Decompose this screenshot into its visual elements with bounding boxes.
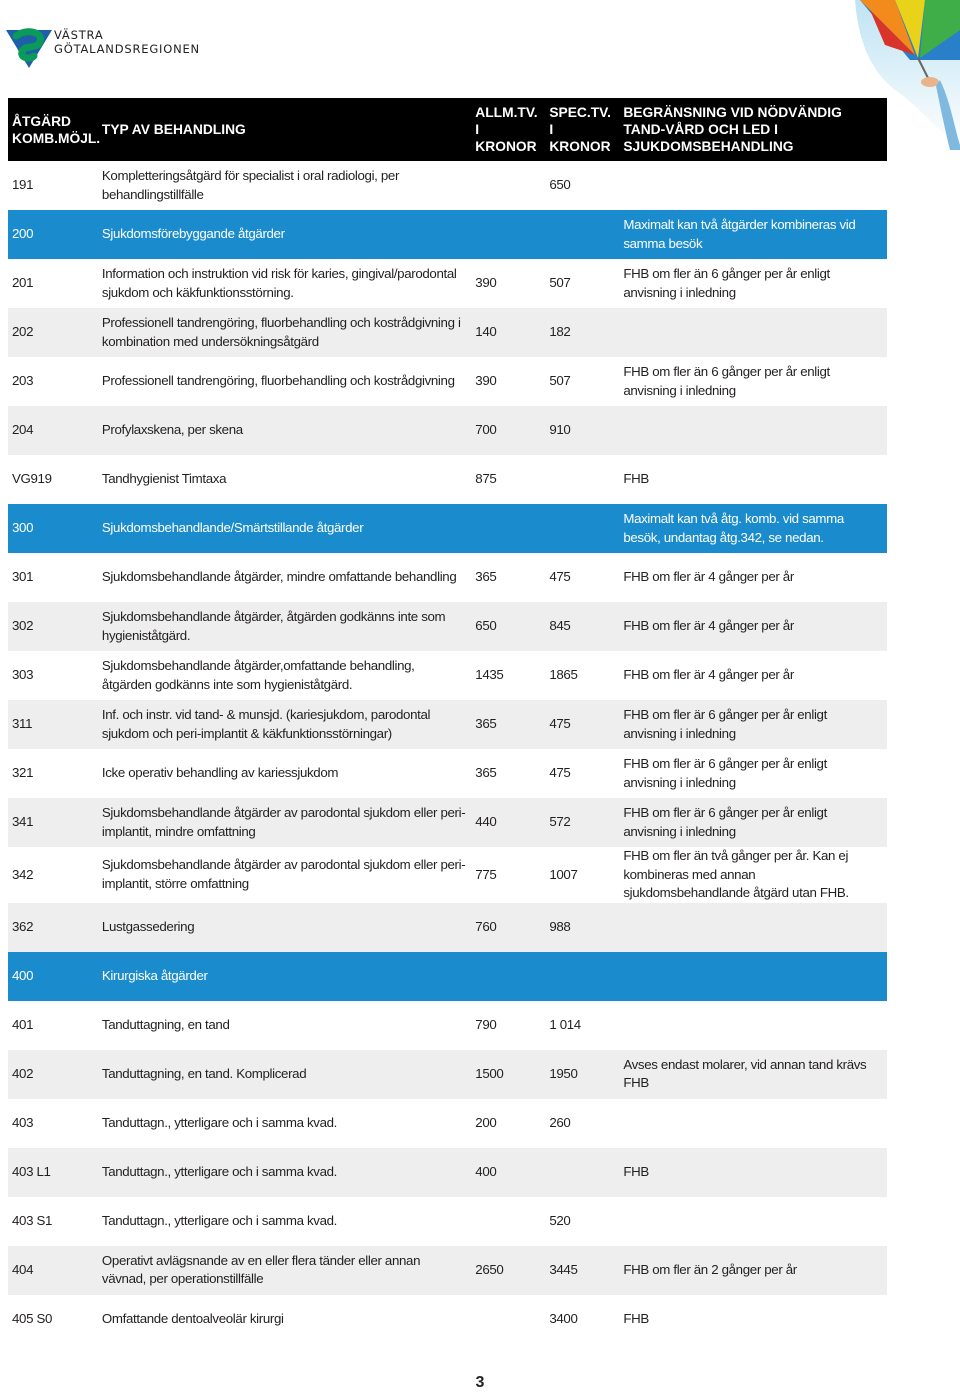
- row-desc: Tandhygienist Timtaxa: [101, 471, 227, 487]
- table-row: [8, 1197, 887, 1246]
- row-note: FHB: [623, 1310, 649, 1326]
- row-spec: 845: [545, 602, 619, 651]
- row-desc: Sjukdomsförebyggande åtgärder: [98, 210, 471, 259]
- row-spec: 475: [549, 569, 571, 585]
- table-row: [8, 1099, 887, 1148]
- row-code: 404: [8, 1246, 98, 1295]
- row-desc: Tanduttagn., ytterligare och i samma kvad.: [98, 1148, 471, 1197]
- logo-line-2: GÖTALANDSREGIONEN: [54, 42, 200, 56]
- row-desc: Sjukdomsbehandlande åtgärder, mindre omfattande behandling: [101, 569, 457, 585]
- table-row: [8, 700, 887, 749]
- row-note: [619, 903, 887, 952]
- header-limit: BEGRÄNSNING VID NÖDVÄNDIG TAND-VÅRD OCH LED I SJUKDOMSBEHANDLING: [619, 98, 887, 161]
- row-code: 403 S1: [12, 1212, 53, 1228]
- row-code: 300: [8, 504, 98, 553]
- row-spec: 475: [549, 765, 571, 781]
- row-spec: 910: [545, 406, 619, 455]
- row-spec: 1007: [549, 866, 578, 882]
- row-allm: [471, 161, 545, 210]
- row-desc: Sjukdomsbehandlande åtgärder av parodontal sjukdom eller peri-implantit, mindre omfattning: [98, 798, 471, 847]
- row-note: FHB om fler är 4 gånger per år: [623, 569, 794, 585]
- table-header-row: [8, 98, 887, 161]
- row-code: 191: [12, 177, 34, 193]
- row-allm: 200: [475, 1114, 497, 1130]
- row-note: FHB om fler är 6 gånger per år enligt anvisning i inledning: [619, 798, 887, 847]
- row-code: 311: [8, 700, 98, 749]
- table-row: [8, 259, 887, 308]
- row-allm: 440: [471, 798, 545, 847]
- row-code: 405 S0: [12, 1310, 53, 1326]
- row-allm: [471, 952, 545, 1001]
- row-code: 403 L1: [8, 1148, 98, 1197]
- row-desc: Sjukdomsbehandlande åtgärder,omfattande behandling, åtgärden godkänns inte som hygieniståtgärd.: [101, 658, 415, 692]
- row-code: 204: [8, 406, 98, 455]
- row-allm: 390: [475, 275, 497, 291]
- row-spec: [545, 210, 619, 259]
- row-allm: 1500: [471, 1050, 545, 1099]
- row-note: [619, 1197, 887, 1246]
- row-note: FHB: [623, 471, 649, 487]
- row-note: Avses endast molarer, vid annan tand krävs FHB: [619, 1050, 887, 1099]
- row-desc: Tanduttagn., ytterligare och i samma kvad.: [101, 1212, 338, 1228]
- row-spec: 520: [549, 1212, 571, 1228]
- row-allm: [471, 1197, 545, 1246]
- row-code: 302: [8, 602, 98, 651]
- row-allm: 365: [471, 700, 545, 749]
- table-row: [8, 308, 887, 357]
- row-note: FHB om fler än två gånger per år. Kan ej kombineras med annan sjukdomsbehandlande åtgärd utan FHB.: [623, 848, 849, 900]
- row-code: 403: [12, 1114, 34, 1130]
- row-allm: 140: [471, 308, 545, 357]
- row-allm: 365: [475, 765, 497, 781]
- row-code: 200: [8, 210, 98, 259]
- row-note: [619, 952, 887, 1001]
- row-allm: 700: [471, 406, 545, 455]
- table-row: [8, 1148, 887, 1197]
- row-desc: Operativt avlägsnande av en eller flera tänder eller annan vävnad, per operationstillfälle: [98, 1246, 471, 1295]
- row-code: 362: [8, 903, 98, 952]
- table-row: [8, 798, 887, 847]
- row-code: 303: [12, 667, 34, 683]
- table-row: [8, 553, 887, 602]
- row-allm: [471, 210, 545, 259]
- table-row: [8, 903, 887, 952]
- row-allm: 875: [475, 471, 497, 487]
- table-row: [8, 651, 887, 700]
- row-spec: 988: [545, 903, 619, 952]
- row-allm: 650: [471, 602, 545, 651]
- row-spec: 260: [549, 1114, 571, 1130]
- row-code: 202: [8, 308, 98, 357]
- row-allm: 790: [475, 1016, 497, 1032]
- row-spec: [545, 1148, 619, 1197]
- row-note: [619, 308, 887, 357]
- row-note: FHB om fler än 6 gånger per år enligt anvisning i inledning: [623, 266, 830, 300]
- row-code: 402: [8, 1050, 98, 1099]
- row-code: VG919: [12, 471, 52, 487]
- row-allm: 400: [471, 1148, 545, 1197]
- row-allm: [471, 504, 545, 553]
- row-note: [619, 406, 887, 455]
- section-row: [8, 952, 887, 1001]
- table-row: [8, 1295, 887, 1344]
- row-spec: 572: [545, 798, 619, 847]
- row-spec: [545, 455, 619, 504]
- row-desc: Tanduttagning, en tand. Komplicerad: [98, 1050, 471, 1099]
- row-code: 301: [12, 569, 34, 585]
- row-spec: 182: [545, 308, 619, 357]
- row-desc: Tanduttagning, en tand: [101, 1016, 230, 1032]
- row-note: [619, 1001, 887, 1050]
- row-allm: 760: [471, 903, 545, 952]
- row-note: FHB om fler är 6 gånger per år enligt anvisning i inledning: [619, 700, 887, 749]
- table-row: [8, 455, 887, 504]
- table-row: [8, 1050, 887, 1099]
- row-allm: [471, 1295, 545, 1344]
- row-spec: 507: [549, 373, 571, 389]
- table-row: [8, 847, 887, 903]
- row-note: Maximalt kan två åtgärder kombineras vid samma besök: [619, 210, 887, 259]
- row-code: 321: [12, 765, 34, 781]
- table-row: [8, 749, 887, 798]
- row-spec: 3400: [549, 1310, 578, 1326]
- row-spec: 507: [549, 275, 571, 291]
- row-code: 341: [8, 798, 98, 847]
- page-number: 3: [475, 1374, 485, 1391]
- row-allm: 365: [475, 569, 497, 585]
- region-logo: [4, 22, 234, 74]
- row-note: FHB om fler är 6 gånger per år enligt anvisning i inledning: [623, 756, 827, 790]
- row-desc: Sjukdomsbehandlande åtgärder, åtgärden godkänns inte som hygieniståtgärd.: [98, 602, 471, 651]
- header-type: TYP AV BEHANDLING: [98, 98, 471, 161]
- table-row: [8, 406, 887, 455]
- row-spec: [545, 952, 619, 1001]
- row-note: Maximalt kan två åtg. komb. vid samma besök, undantag åtg.342, se nedan.: [619, 504, 887, 553]
- row-note: FHB om fler är 4 gånger per år: [623, 667, 794, 683]
- row-desc: Omfattande dentoalveolär kirurgi: [101, 1310, 284, 1326]
- table-row: [8, 602, 887, 651]
- row-code: 201: [12, 275, 34, 291]
- table-row: [8, 1246, 887, 1295]
- treatment-price-table: [8, 98, 887, 1344]
- row-desc: Professionell tandrengöring, fluorbehandling och kostrådgivning: [101, 373, 455, 389]
- row-desc: Inf. och instr. vid tand- & munsjd. (kariesjukdom, parodontal sjukdom och peri-implantit & käkfunktionsstörningar): [98, 700, 471, 749]
- row-code: 342: [12, 866, 34, 882]
- row-spec: 650: [549, 177, 571, 193]
- row-allm: 1435: [475, 667, 504, 683]
- row-note: FHB om fler än 6 gånger per år enligt anvisning i inledning: [623, 364, 830, 398]
- row-desc: Sjukdomsbehandlande/Smärtstillande åtgärder: [98, 504, 471, 553]
- header-allm: ALLM.TV. I KRONOR: [471, 98, 545, 161]
- table-row: [8, 1001, 887, 1050]
- table-row: [8, 161, 887, 210]
- row-spec: 1865: [549, 667, 578, 683]
- row-allm: 2650: [471, 1246, 545, 1295]
- section-row: [8, 504, 887, 553]
- row-desc: Kirurgiska åtgärder: [98, 952, 471, 1001]
- row-note: FHB om fler än 2 gånger per år: [619, 1246, 887, 1295]
- row-desc: Profylaxskena, per skena: [98, 406, 471, 455]
- row-desc: Tanduttagn., ytterligare och i samma kvad.: [101, 1114, 338, 1130]
- row-desc: Professionell tandrengöring, fluorbehandling och kostrådgivning i kombination med undersökningsåtgärd: [98, 308, 471, 357]
- row-code: 400: [8, 952, 98, 1001]
- row-spec: 1 014: [549, 1016, 581, 1032]
- region-logo-icon: [4, 22, 54, 72]
- row-note: [619, 161, 887, 210]
- section-row: [8, 210, 887, 259]
- logo-line-1: VÄSTRA: [54, 28, 104, 42]
- row-code: 401: [12, 1016, 34, 1032]
- row-desc: Kompletteringsåtgärd för specialist i oral radiologi, per behandlingstillfälle: [101, 168, 400, 202]
- header-spec: SPEC.TV. I KRONOR: [545, 98, 619, 161]
- row-note: FHB om fler är 4 gånger per år: [619, 602, 887, 651]
- row-desc: Icke operativ behandling av kariessjukdom: [101, 765, 339, 781]
- row-spec: 3445: [545, 1246, 619, 1295]
- row-desc: Sjukdomsbehandlande åtgärder av parodontal sjukdom eller peri-implantit, större omfattning: [101, 857, 466, 891]
- row-desc: Information och instruktion vid risk för karies, gingival/parodontal sjukdom och käkfunktionsstörning.: [101, 266, 457, 300]
- header-code: ÅTGÄRD KOMB.MÖJL.: [8, 98, 98, 161]
- row-note: [619, 1099, 887, 1148]
- row-spec: 1950: [545, 1050, 619, 1099]
- row-spec: [545, 504, 619, 553]
- row-code: 203: [12, 373, 34, 389]
- table-row: [8, 357, 887, 406]
- row-desc: Lustgassedering: [98, 903, 471, 952]
- row-allm: 390: [475, 373, 497, 389]
- row-allm: 775: [475, 866, 497, 882]
- row-spec: 475: [545, 700, 619, 749]
- row-note: FHB: [619, 1148, 887, 1197]
